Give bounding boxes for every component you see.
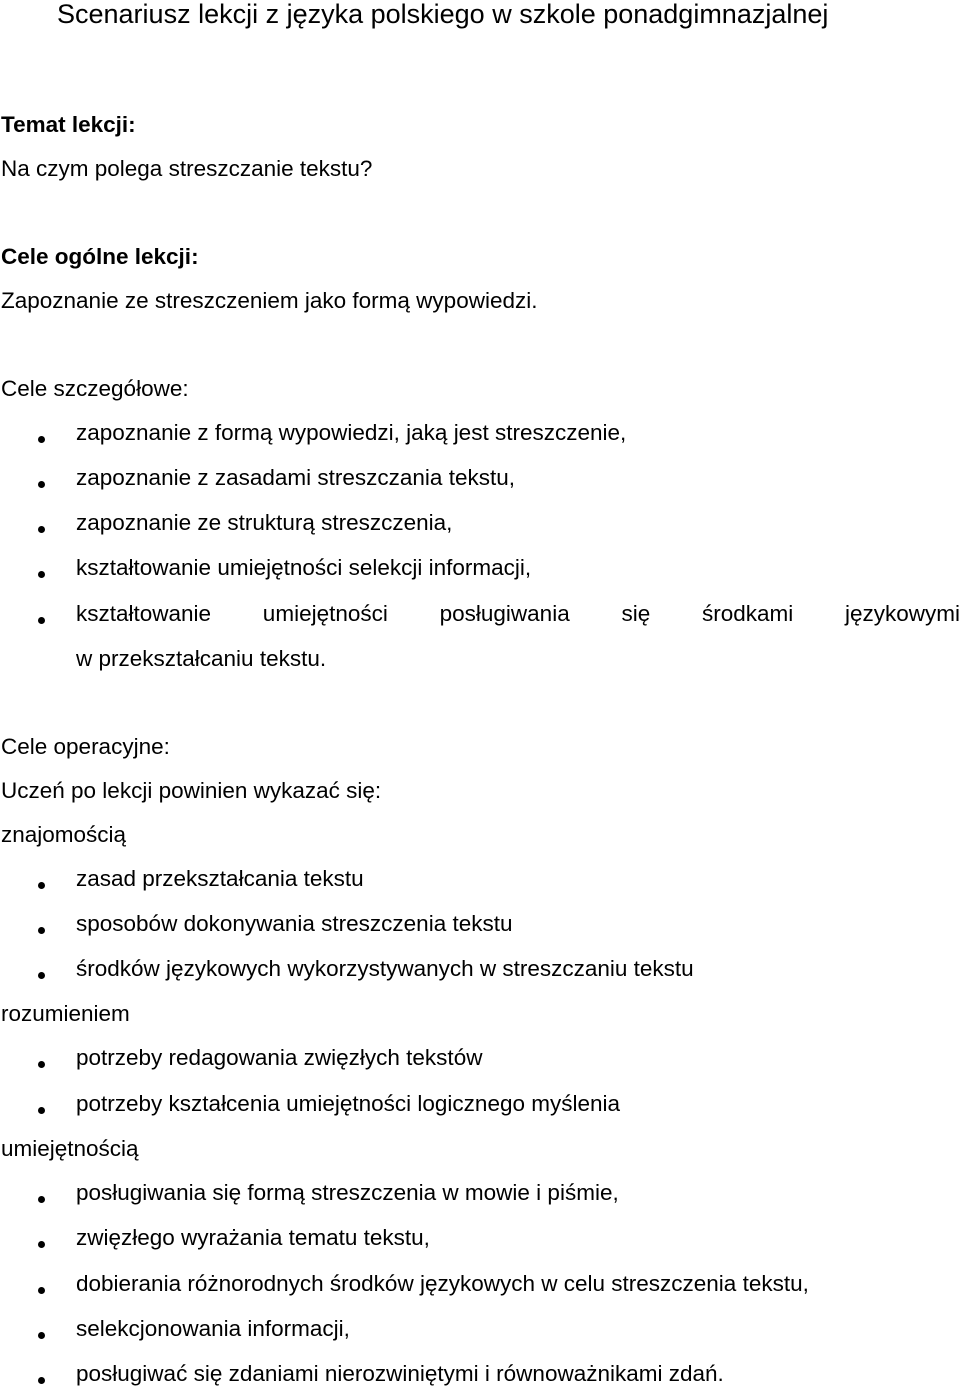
general-goals-text: Zapoznanie ze streszczeniem jako formą wypowiedzi. bbox=[1, 288, 538, 313]
bullet-icon bbox=[38, 1196, 45, 1203]
list-item: kształtowanie umiejętności selekcji informacji, bbox=[76, 555, 532, 580]
list-item: zapoznanie ze strukturą streszczenia, bbox=[76, 510, 453, 535]
bullet-icon bbox=[38, 1107, 45, 1114]
bullet-icon bbox=[38, 1061, 45, 1068]
bullet-icon bbox=[38, 571, 45, 578]
list-item: środków językowych wykorzystywanych w streszczaniu tekstu bbox=[76, 956, 694, 981]
list-item: posługiwania się formą streszczenia w mowie i piśmie, bbox=[76, 1180, 619, 1205]
bullet-icon bbox=[38, 436, 45, 443]
bullet-icon bbox=[38, 526, 45, 533]
list-item: kształtowanie umiejętności posługiwania się środkami językowymi bbox=[76, 601, 960, 626]
operational-goals-intro: Uczeń po lekcji powinien wykazać się: bbox=[1, 778, 382, 803]
bullet-icon bbox=[38, 972, 45, 979]
list-item: zasad przekształcania tekstu bbox=[76, 866, 364, 891]
operational-goals-heading: Cele operacyjne: bbox=[1, 734, 170, 759]
list-item: posługiwać się zdaniami nierozwiniętymi i równoważnikami zdań. bbox=[76, 1361, 724, 1386]
bullet-icon bbox=[38, 1287, 45, 1294]
bullet-icon bbox=[38, 481, 45, 488]
list-item: potrzeby kształcenia umiejętności logicznego myślenia bbox=[76, 1091, 621, 1116]
bullet-icon bbox=[38, 617, 45, 624]
group-label-skill: umiejętnością bbox=[1, 1136, 139, 1161]
bullet-icon bbox=[38, 882, 45, 889]
list-item: zapoznanie z formą wypowiedzi, jaką jest streszczenie, bbox=[76, 420, 627, 445]
general-goals-heading: Cele ogólne lekcji: bbox=[1, 244, 199, 269]
list-item: selekcjonowania informacji, bbox=[76, 1316, 350, 1341]
list-item-continuation: w przekształcaniu tekstu. bbox=[76, 646, 327, 671]
list-item: zwięzłego wyrażania tematu tekstu, bbox=[76, 1225, 430, 1250]
list-item: zapoznanie z zasadami streszczania tekstu, bbox=[76, 465, 515, 490]
group-label-knowledge: znajomością bbox=[1, 822, 127, 847]
bullet-icon bbox=[38, 1377, 45, 1384]
topic-heading: Temat lekcji: bbox=[1, 112, 136, 137]
bullet-icon bbox=[38, 927, 45, 934]
list-item: dobierania różnorodnych środków językowych w celu streszczenia tekstu, bbox=[76, 1271, 809, 1296]
group-label-understanding: rozumieniem bbox=[1, 1001, 130, 1026]
topic-text: Na czym polega streszczanie tekstu? bbox=[1, 156, 373, 181]
detailed-goals-heading: Cele szczegółowe: bbox=[1, 376, 189, 401]
list-item: potrzeby redagowania zwięzłych tekstów bbox=[76, 1045, 483, 1070]
bullet-icon bbox=[38, 1332, 45, 1339]
bullet-icon bbox=[38, 1241, 45, 1248]
document-title: Scenariusz lekcji z języka polskiego w szkole ponadgimnazjalnej bbox=[57, 0, 829, 29]
list-item: sposobów dokonywania streszczenia tekstu bbox=[76, 911, 513, 936]
